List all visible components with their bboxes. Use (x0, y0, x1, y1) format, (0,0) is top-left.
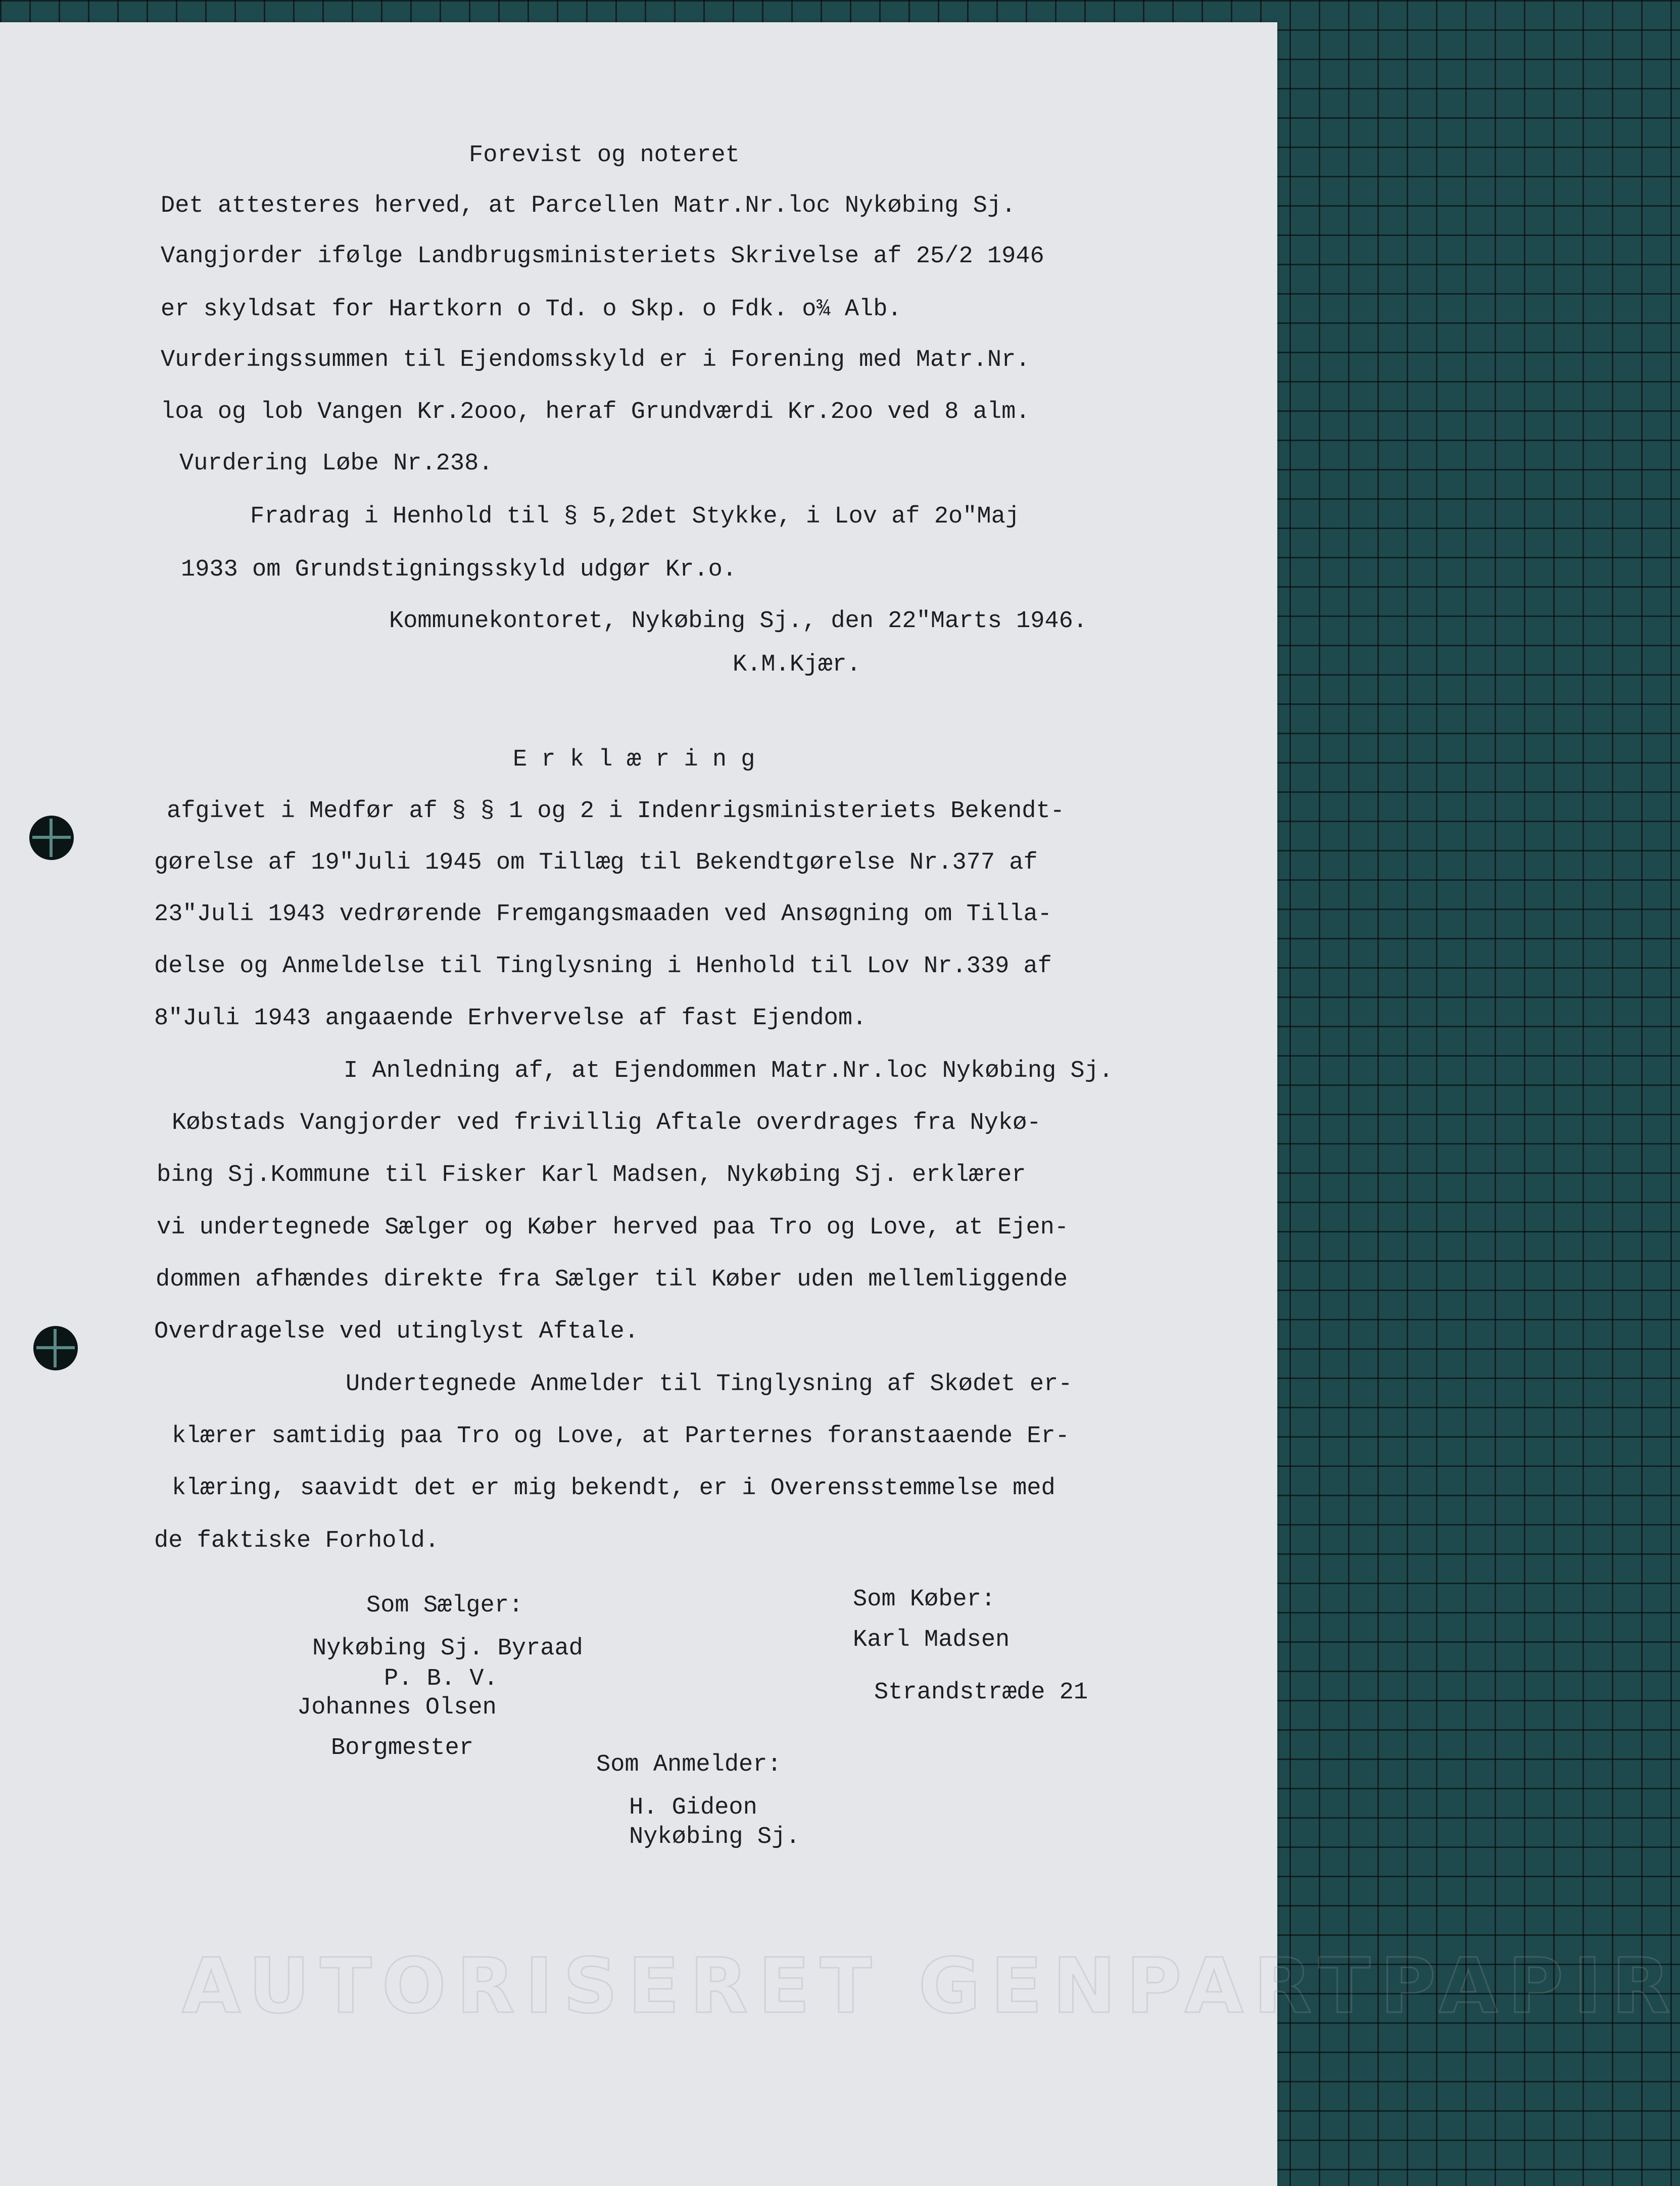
declaration-line: 23"Juli 1943 vedrørende Fremgangsmaaden ved Ansøgning om Tilla- (154, 901, 1052, 928)
document-page (0, 22, 1680, 2186)
declaration-line: gørelse af 19"Juli 1945 om Tillæg til Bekendtgørelse Nr.377 af (154, 849, 1038, 876)
attestation-signature: K.M.Kjær. (733, 651, 861, 678)
declaration-line: Købstads Vangjorder ved frivillig Aftale overdrages fra Nykø- (172, 1110, 1041, 1136)
registrant-label: Som Anmelder: (596, 1751, 782, 1778)
declaration-line: I Anledning af, at Ejendommen Matr.Nr.loc Nykøbing Sj. (344, 1058, 1114, 1084)
declaration-line: Undertegnede Anmelder til Tinglysning af Skødet er- (346, 1371, 1073, 1398)
declaration-line: 8"Juli 1943 angaaende Erhvervelse af fast Ejendom. (154, 1005, 867, 1032)
attestation-line: Vurderingssummen til Ejendomsskyld er i Forening med Matr.Nr. (161, 347, 1030, 373)
registrant-line: H. Gideon (629, 1794, 757, 1821)
registrant-line: Nykøbing Sj. (629, 1824, 800, 1850)
attestation-heading: Forevist og noteret (469, 142, 740, 169)
declaration-heading: E r k l æ r i n g (513, 746, 755, 773)
attestation-line: Det attesteres herved, at Parcellen Matr.Nr.loc Nykøbing Sj. (161, 193, 1016, 219)
declaration-line: de faktiske Forhold. (154, 1528, 440, 1554)
punch-hole-top (29, 816, 74, 860)
declaration-line: vi undertegnede Sælger og Køber herved paa Tro og Love, at Ejen- (157, 1214, 1069, 1241)
paper-watermark: AUTORISERET GENPARTPAPIR (182, 1942, 1680, 2030)
seller-label: Som Sælger: (366, 1592, 523, 1619)
declaration-line: afgivet i Medfør af § § 1 og 2 i Indenrigsministeriets Bekendt- (167, 798, 1065, 825)
buyer-label: Som Køber: (853, 1586, 996, 1613)
attestation-line: Fradrag i Henhold til § 5,2det Stykke, i Lov af 2o"Maj (250, 503, 1020, 530)
attestation-line: Vangjorder ifølge Landbrugsministeriets Skrivelse af 25/2 1946 (161, 243, 1044, 270)
declaration-line: klæring, saavidt det er mig bekendt, er i Overensstemmelse med (172, 1475, 1055, 1502)
declaration-line: dommen afhændes direkte fra Sælger til Køber uden mellemliggende (156, 1266, 1068, 1293)
attestation-line: er skyldsat for Hartkorn o Td. o Skp. o Fdk. o¾ Alb. (161, 296, 902, 323)
buyer-line: Strandstræde 21 (874, 1679, 1088, 1706)
punch-hole-bottom (33, 1326, 78, 1370)
attestation-line: 1933 om Grundstigningsskyld udgør Kr.o. (181, 556, 737, 583)
attestation-line: Vurdering Løbe Nr.238. (179, 450, 493, 477)
seller-line: Borgmester (331, 1735, 474, 1762)
declaration-line: klærer samtidig paa Tro og Love, at Parternes foranstaaende Er- (172, 1423, 1070, 1450)
attestation-place-date: Kommunekontoret, Nykøbing Sj., den 22"Marts 1946. (389, 608, 1088, 635)
declaration-line: bing Sj.Kommune til Fisker Karl Madsen, Nykøbing Sj. erklærer (157, 1162, 1026, 1189)
buyer-line: Karl Madsen (853, 1627, 1010, 1653)
seller-line: P. B. V. (384, 1666, 498, 1692)
declaration-line: delse og Anmeldelse til Tinglysning i Henhold til Lov Nr.339 af (154, 953, 1052, 980)
attestation-line: loa og lob Vangen Kr.2ooo, heraf Grundværdi Kr.2oo ved 8 alm. (161, 399, 1030, 425)
declaration-line: Overdragelse ved utinglyst Aftale. (154, 1318, 639, 1345)
seller-line: Johannes Olsen (297, 1694, 497, 1721)
seller-line: Nykøbing Sj. Byraad (312, 1635, 583, 1662)
